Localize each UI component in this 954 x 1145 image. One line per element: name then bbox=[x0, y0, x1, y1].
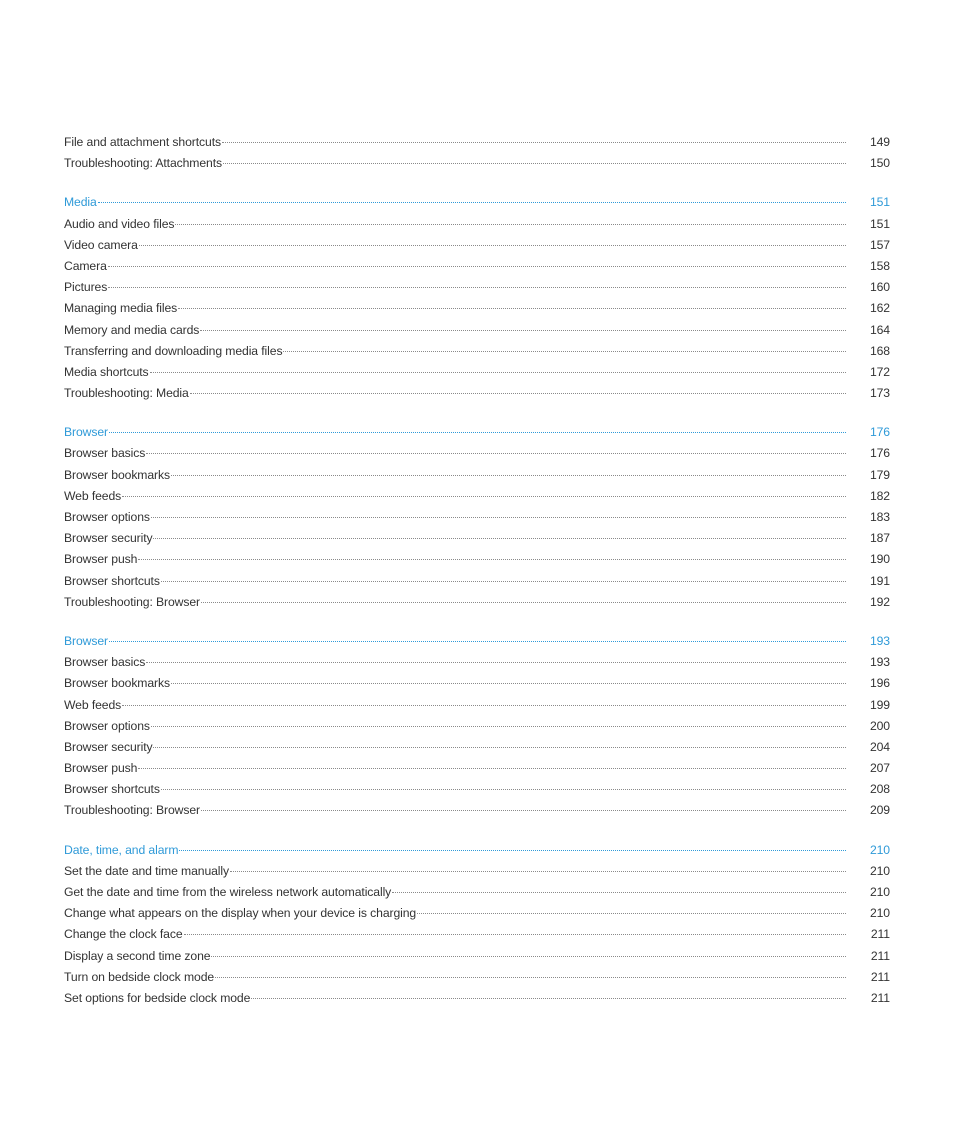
entry-title: Audio and video files bbox=[64, 216, 175, 231]
toc-entry[interactable] bbox=[64, 341, 890, 362]
page-number: 149 bbox=[869, 135, 890, 149]
page-number: 210 bbox=[869, 885, 890, 899]
dot-leader bbox=[146, 662, 846, 663]
page-number: 193 bbox=[869, 655, 890, 670]
dot-leader bbox=[109, 432, 846, 433]
entry-title: Browser bookmarks bbox=[64, 676, 170, 691]
entry-title: Change the clock face bbox=[64, 927, 183, 942]
toc-section-heading[interactable] bbox=[64, 631, 890, 652]
toc-entry[interactable] bbox=[64, 571, 890, 592]
dot-leader bbox=[201, 602, 846, 603]
section-title: Browser bbox=[64, 633, 108, 648]
page-number: 204 bbox=[869, 739, 890, 754]
page-number: 191 bbox=[869, 573, 890, 588]
page-number: 200 bbox=[869, 718, 890, 733]
page-number: 157 bbox=[869, 237, 890, 252]
entry-title: Managing media files bbox=[64, 301, 178, 316]
entry-title: Web feeds bbox=[64, 488, 122, 503]
entry-title: Browser security bbox=[64, 531, 153, 546]
entry-title: Browser shortcuts bbox=[64, 573, 160, 588]
toc-section bbox=[64, 631, 890, 822]
entry-title: Change what appears on the display when your device is charging bbox=[64, 906, 417, 921]
dot-leader bbox=[98, 202, 846, 203]
page-number: 209 bbox=[869, 803, 890, 818]
entry-title: Troubleshooting: Attachments bbox=[64, 156, 222, 171]
page-number: 193 bbox=[869, 633, 890, 648]
entry-title: Set options for bedside clock mode bbox=[64, 990, 251, 1005]
toc-entry[interactable] bbox=[64, 235, 890, 256]
section-title: Media bbox=[64, 195, 97, 210]
toc-entry[interactable] bbox=[64, 549, 890, 570]
page-number: 173 bbox=[869, 386, 890, 401]
dot-leader bbox=[138, 559, 846, 560]
page-number: 187 bbox=[869, 531, 890, 546]
page-number: 211 bbox=[870, 927, 890, 942]
page-number: 210 bbox=[869, 906, 890, 921]
dot-leader bbox=[392, 892, 846, 893]
entry-title: Browser options bbox=[64, 510, 150, 524]
dot-leader bbox=[139, 245, 846, 246]
page-number: 160 bbox=[869, 280, 890, 295]
table-of-contents bbox=[64, 132, 890, 1027]
page-number: 196 bbox=[869, 676, 890, 691]
dot-leader bbox=[108, 266, 846, 267]
entry-title: Troubleshooting: Browser bbox=[64, 594, 201, 609]
toc-entry[interactable] bbox=[64, 861, 890, 882]
page-number: 150 bbox=[869, 156, 890, 171]
page-number: 210 bbox=[869, 842, 890, 857]
toc-entry[interactable] bbox=[64, 507, 890, 528]
page-number: 208 bbox=[869, 782, 890, 797]
toc-section-heading[interactable] bbox=[64, 422, 890, 443]
dot-leader bbox=[122, 705, 846, 706]
toc-entry[interactable] bbox=[64, 695, 890, 716]
dot-leader bbox=[201, 810, 846, 811]
entry-title: Browser bookmarks bbox=[64, 467, 170, 482]
toc-entry[interactable] bbox=[64, 277, 890, 298]
toc-section bbox=[64, 840, 890, 1010]
dot-leader bbox=[171, 683, 846, 684]
entry-title: Turn on bedside clock mode bbox=[64, 969, 215, 984]
page-number: 183 bbox=[869, 510, 890, 524]
entry-title: Display a second time zone bbox=[64, 948, 211, 963]
toc-entry[interactable] bbox=[64, 298, 890, 319]
page-number: 164 bbox=[869, 322, 890, 337]
toc-entry[interactable] bbox=[64, 256, 890, 277]
toc-entry[interactable] bbox=[64, 592, 890, 613]
entry-title: Camera bbox=[64, 258, 107, 273]
toc-entry[interactable] bbox=[64, 652, 890, 673]
toc-entry[interactable] bbox=[64, 988, 890, 1009]
dot-leader bbox=[230, 871, 846, 872]
dot-leader bbox=[153, 747, 846, 748]
dot-leader bbox=[215, 977, 846, 978]
page-number: 176 bbox=[869, 425, 890, 440]
page-number: 199 bbox=[869, 697, 890, 712]
entry-title: Browser options bbox=[64, 718, 150, 733]
entry-title: Transferring and downloading media files bbox=[64, 343, 283, 358]
toc-entry[interactable] bbox=[64, 758, 890, 779]
entry-title: Browser push bbox=[64, 761, 138, 776]
page-number: 151 bbox=[869, 195, 890, 210]
page-number: 168 bbox=[869, 343, 890, 358]
page-number: 162 bbox=[869, 301, 890, 316]
dot-leader bbox=[200, 330, 846, 331]
dot-leader bbox=[146, 453, 846, 454]
dot-leader bbox=[151, 726, 846, 727]
dot-leader bbox=[138, 768, 846, 769]
entry-title: Browser push bbox=[64, 552, 138, 567]
dot-leader bbox=[179, 850, 846, 851]
dot-leader bbox=[150, 372, 846, 373]
dot-leader bbox=[190, 393, 846, 394]
page-number: 207 bbox=[869, 761, 890, 776]
dot-leader bbox=[251, 998, 846, 999]
dot-leader bbox=[151, 517, 846, 518]
page-number: 211 bbox=[870, 969, 890, 984]
dot-leader bbox=[108, 287, 846, 288]
dot-leader bbox=[109, 641, 846, 642]
toc-section bbox=[64, 422, 890, 613]
toc-entry[interactable] bbox=[64, 716, 890, 737]
page-number: 210 bbox=[869, 863, 890, 878]
dot-leader bbox=[175, 224, 846, 225]
page-number: 192 bbox=[869, 594, 890, 609]
entry-title: Browser basics bbox=[64, 446, 146, 461]
entry-title: Pictures bbox=[64, 280, 108, 295]
entry-title: Set the date and time manually bbox=[64, 863, 230, 878]
entry-title: Media shortcuts bbox=[64, 364, 149, 379]
dot-leader bbox=[184, 934, 847, 935]
toc-entry[interactable] bbox=[64, 967, 890, 988]
entry-title: Troubleshooting: Browser bbox=[64, 803, 201, 818]
page-number: 172 bbox=[869, 364, 890, 379]
toc-entry[interactable] bbox=[64, 946, 890, 967]
page-number: 190 bbox=[869, 552, 890, 567]
dot-leader bbox=[211, 956, 846, 957]
toc-entry[interactable] bbox=[64, 214, 890, 235]
toc-entry[interactable] bbox=[64, 528, 890, 549]
toc-entry[interactable] bbox=[64, 153, 890, 174]
toc-entry[interactable] bbox=[64, 673, 890, 694]
toc-entry[interactable] bbox=[64, 383, 890, 404]
dot-leader bbox=[153, 538, 846, 539]
toc-entry[interactable] bbox=[64, 362, 890, 383]
toc-section-heading[interactable] bbox=[64, 192, 890, 213]
dot-leader bbox=[122, 496, 846, 497]
toc-entry[interactable] bbox=[64, 320, 890, 341]
toc-entry[interactable] bbox=[64, 486, 890, 507]
entry-title: Browser security bbox=[64, 739, 153, 754]
toc-section bbox=[64, 132, 890, 174]
entry-title: Memory and media cards bbox=[64, 322, 200, 337]
toc-entry[interactable] bbox=[64, 443, 890, 464]
toc-section bbox=[64, 192, 890, 404]
dot-leader bbox=[222, 142, 846, 143]
entry-title: Web feeds bbox=[64, 697, 122, 712]
entry-title: Video camera bbox=[64, 237, 138, 252]
entry-title: Troubleshooting: Media bbox=[64, 386, 189, 401]
toc-entry[interactable] bbox=[64, 800, 890, 821]
page-number: 182 bbox=[869, 488, 890, 503]
dot-leader bbox=[161, 789, 846, 790]
toc-entry[interactable] bbox=[64, 903, 890, 924]
entry-title: Browser shortcuts bbox=[64, 782, 160, 797]
entry-title: Get the date and time from the wireless network automatically bbox=[64, 885, 392, 899]
page-number: 211 bbox=[870, 990, 890, 1005]
entry-title: Browser basics bbox=[64, 655, 146, 670]
dot-leader bbox=[223, 163, 846, 164]
toc-entry[interactable] bbox=[64, 132, 890, 153]
page-number: 179 bbox=[869, 467, 890, 482]
dot-leader bbox=[171, 475, 846, 476]
toc-section-heading[interactable] bbox=[64, 840, 890, 861]
page-number: 158 bbox=[869, 258, 890, 273]
dot-leader bbox=[417, 913, 846, 914]
toc-entry[interactable] bbox=[64, 737, 890, 758]
page-number: 211 bbox=[870, 948, 890, 963]
section-title: Date, time, and alarm bbox=[64, 842, 179, 857]
page-number: 151 bbox=[869, 216, 890, 231]
section-title: Browser bbox=[64, 425, 108, 440]
dot-leader bbox=[283, 351, 846, 352]
entry-title: File and attachment shortcuts bbox=[64, 135, 221, 149]
dot-leader bbox=[178, 308, 846, 309]
toc-entry[interactable] bbox=[64, 779, 890, 800]
page-number: 176 bbox=[869, 446, 890, 461]
toc-entry[interactable] bbox=[64, 465, 890, 486]
dot-leader bbox=[161, 581, 846, 582]
toc-entry[interactable] bbox=[64, 924, 890, 945]
toc-entry[interactable] bbox=[64, 882, 890, 903]
